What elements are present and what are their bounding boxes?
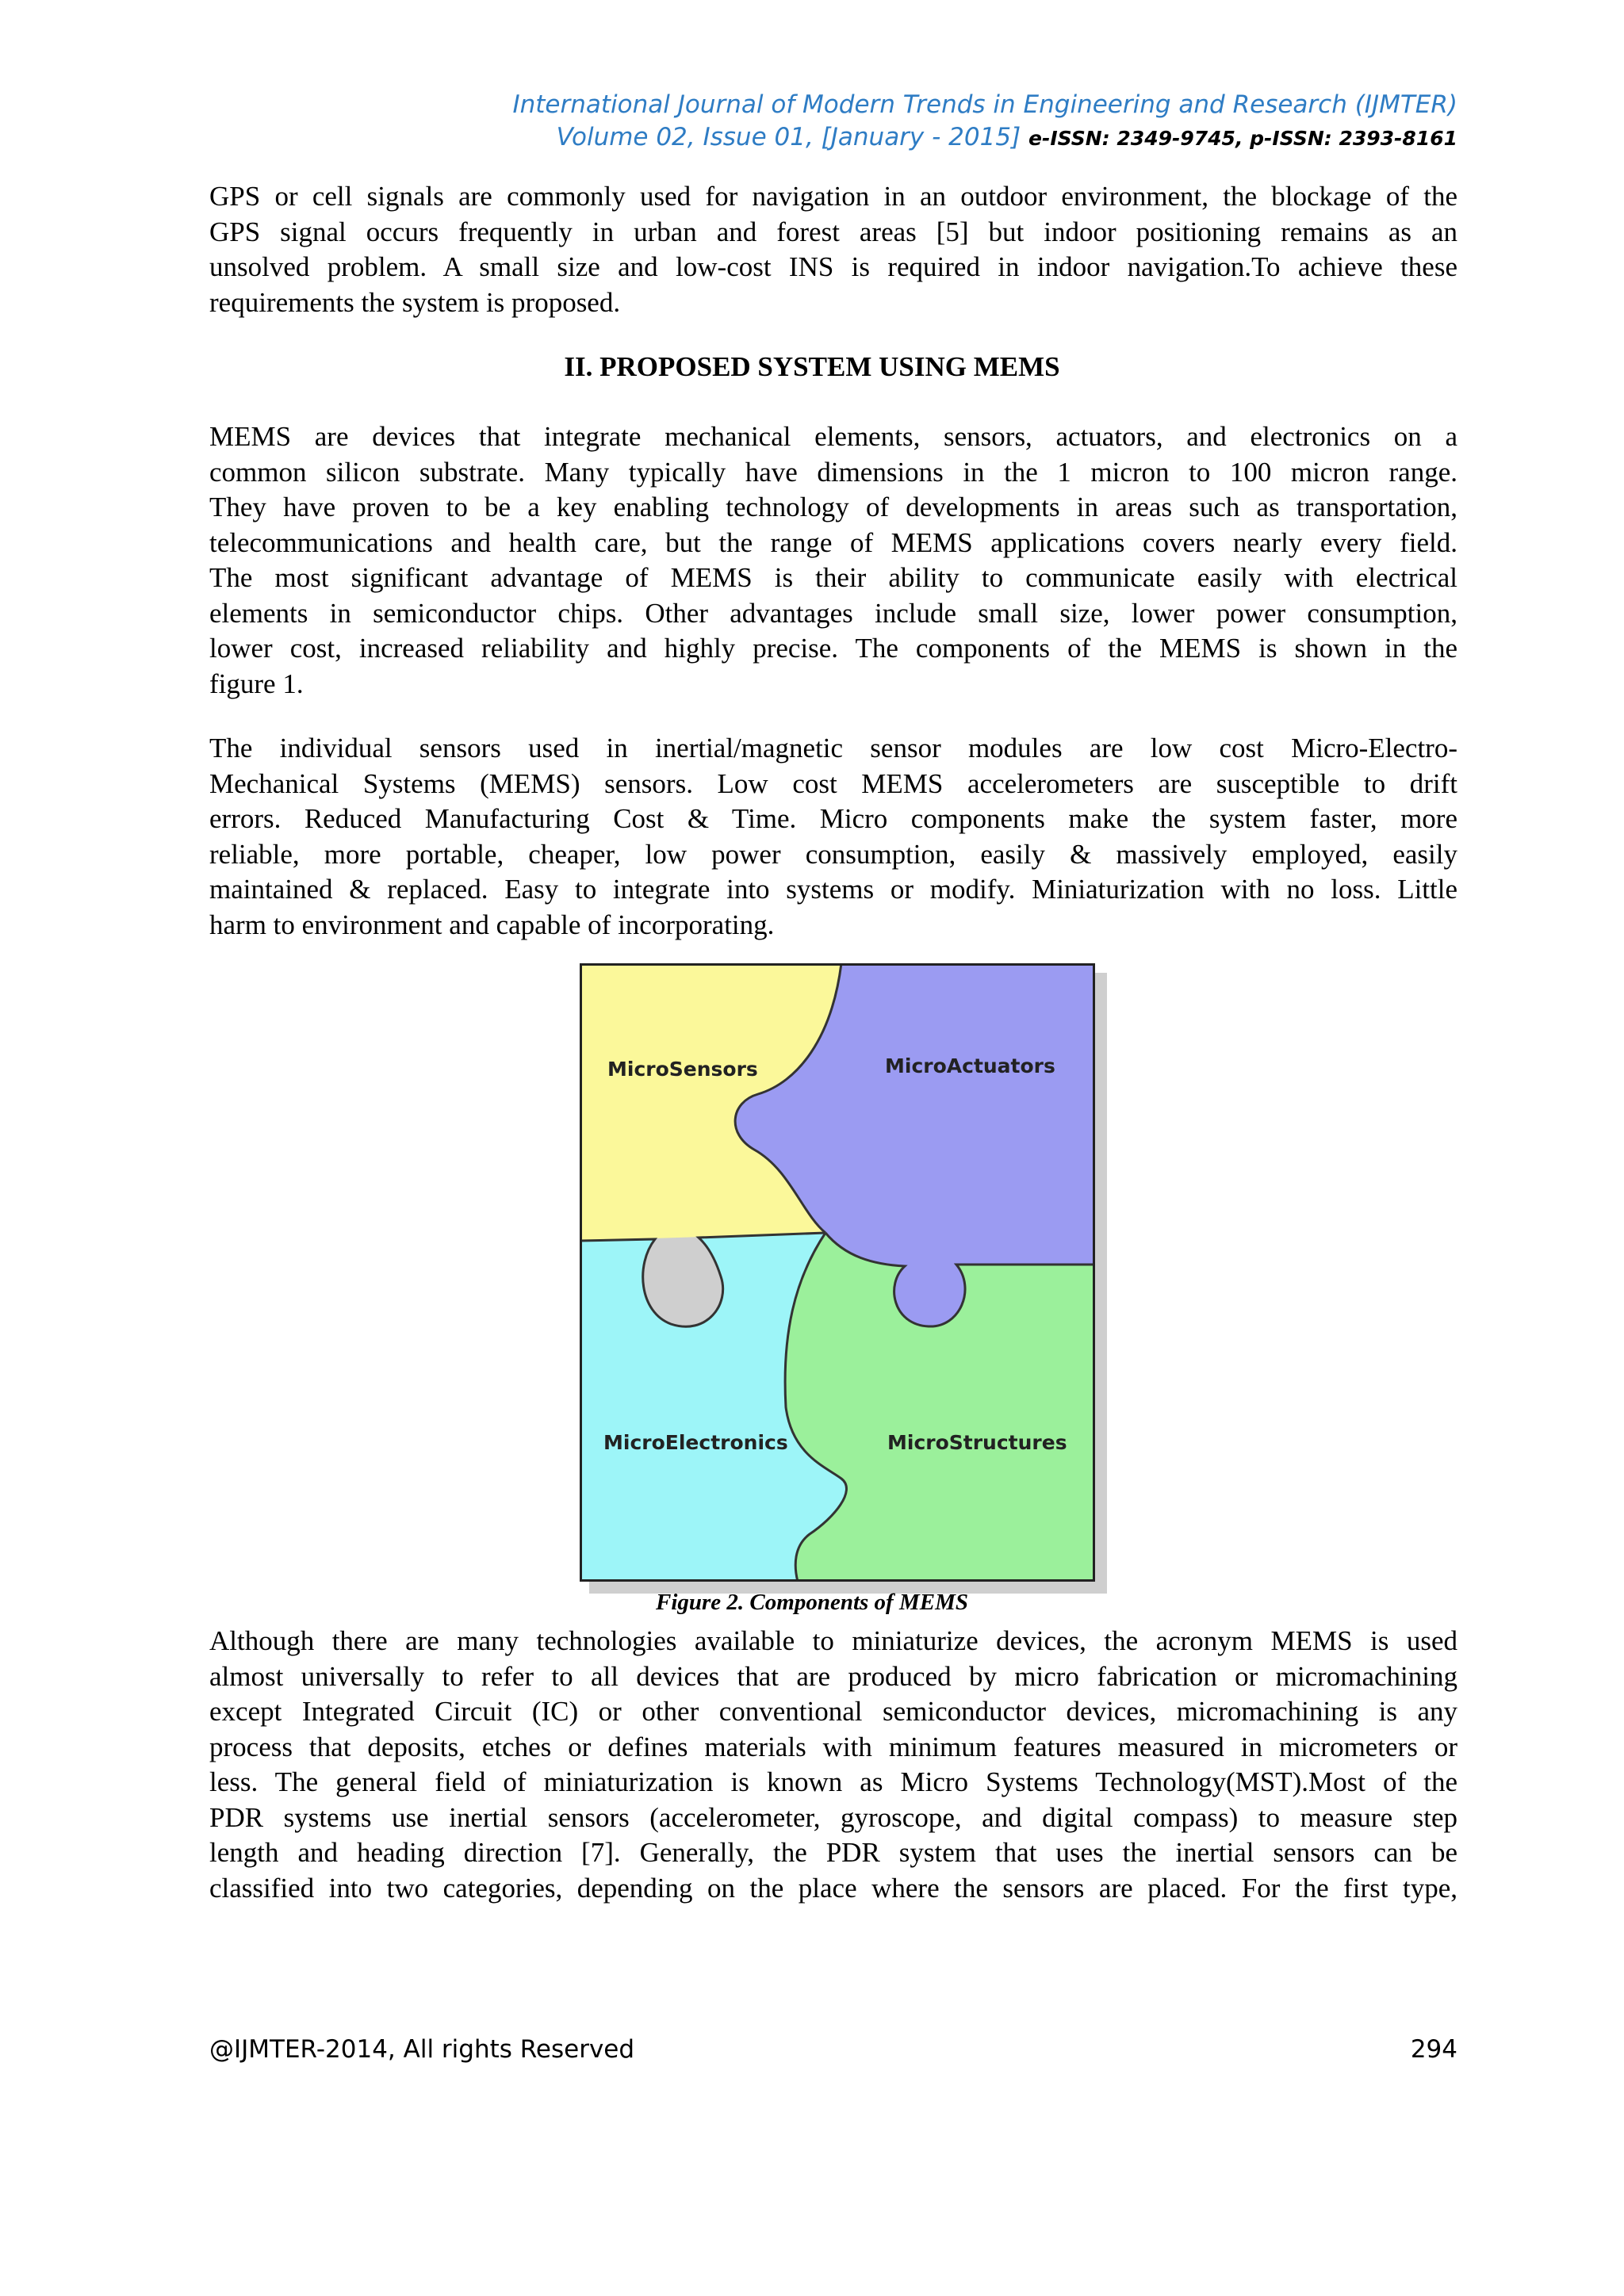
- text-line: process that deposits, etches or defines materials with minimum features measured in micrometers or: [209, 1731, 1457, 1762]
- puzzle-diagram: [580, 963, 1107, 1594]
- text-line: except Integrated Circuit (IC) or other conventional semiconductor devices, micromachining is any: [209, 1696, 1457, 1727]
- text-line: almost universally to refer to all devices that are produced by micro fabrication or micromachining: [209, 1660, 1457, 1692]
- text-line: elements in semiconductor chips. Other advantages include small size, lower power consumption,: [209, 597, 1457, 629]
- text-line: They have proven to be a key enabling technology of developments in areas such as transportation,: [209, 492, 1457, 522]
- text-line: requirements the system is proposed.: [209, 286, 621, 318]
- text-line: GPS signal occurs frequently in urban and forest areas [5] but indoor positioning remains as an: [209, 216, 1457, 247]
- text-line: length and heading direction [7]. Generally, the PDR system that uses the inertial sensors can be: [209, 1837, 1457, 1868]
- text-line: classified into two categories, depending on the place where the sensors are placed. For the first type,: [209, 1872, 1457, 1904]
- label-microelectronics: MicroElectronics: [603, 1431, 788, 1454]
- text-line: unsolved problem. A small size and low-cost INS is required in indoor navigation.To achieve these: [209, 251, 1457, 282]
- figure-caption: Figure 2. Components of MEMS: [655, 1590, 968, 1615]
- paragraph-mems: [209, 419, 1457, 702]
- paragraph-sensors: [209, 731, 1457, 943]
- text-line: harm to environment and capable of incorporating.: [209, 909, 775, 940]
- journal-issn: e-ISSN: 2349-9745, p-ISSN: 2393-8161: [1028, 127, 1457, 150]
- label-microstructures: MicroStructures: [887, 1431, 1067, 1454]
- text-line: The most significant advantage of MEMS is their ability to communicate easily with electrical: [209, 562, 1457, 593]
- paragraph-intro: [209, 179, 1457, 320]
- text-line: Although there are many technologies available to miniaturize devices, the acronym MEMS is used: [209, 1625, 1457, 1656]
- text-line: maintained & replaced. Easy to integrate into systems or modify. Miniaturization with no loss. Little: [209, 874, 1457, 905]
- text-line: figure 1.: [209, 668, 304, 699]
- journal-volume-line: [512, 121, 1457, 155]
- footer-copyright: @IJMTER-2014, All rights Reserved: [209, 2035, 635, 2064]
- paragraph-miniaturization: [209, 1624, 1457, 1906]
- text-line: reliable, more portable, cheaper, low power consumption, easily & massively employed, easily: [209, 838, 1457, 870]
- footer-page-number: 294: [1410, 2035, 1457, 2064]
- text-line: less. The general field of miniaturization is known as Micro Systems Technology(MST).Most of the: [209, 1766, 1457, 1797]
- label-microsensors: MicroSensors: [607, 1058, 758, 1081]
- text-line: lower cost, increased reliability and highly precise. The components of the MEMS is shown in the: [209, 633, 1457, 664]
- label-microactuators: MicroActuators: [885, 1054, 1055, 1077]
- journal-volume: Volume 02, Issue 01, [January - 2015]: [556, 123, 1021, 151]
- text-line: MEMS are devices that integrate mechanical elements, sensors, actuators, and electronics on a: [209, 421, 1457, 452]
- text-line: PDR systems use inertial sensors (accelerometer, gyroscope, and digital compass) to measure step: [209, 1801, 1457, 1833]
- mems-puzzle-figure: [580, 963, 1107, 1594]
- text-line: telecommunications and health care, but the range of MEMS applications covers nearly every field.: [209, 526, 1457, 558]
- text-line: common silicon substrate. Many typically have dimensions in the 1 micron to 100 micron range.: [209, 456, 1457, 488]
- text-line: Mechanical Systems (MEMS) sensors. Low cost MEMS accelerometers are susceptible to drift: [209, 767, 1457, 799]
- journal-header: [512, 89, 1457, 155]
- section-heading: II. PROPOSED SYSTEM USING MEMS: [564, 351, 1060, 382]
- text-line: errors. Reduced Manufacturing Cost & Time. Micro components make the system faster, more: [209, 803, 1457, 834]
- text-line: The individual sensors used in inertial/magnetic sensor modules are low cost Micro-Electro-: [209, 733, 1457, 763]
- text-line: GPS or cell signals are commonly used for navigation in an outdoor environment, the blockage of the: [209, 181, 1457, 212]
- journal-title: International Journal of Modern Trends in Engineering and Research (IJMTER): [512, 90, 1457, 119]
